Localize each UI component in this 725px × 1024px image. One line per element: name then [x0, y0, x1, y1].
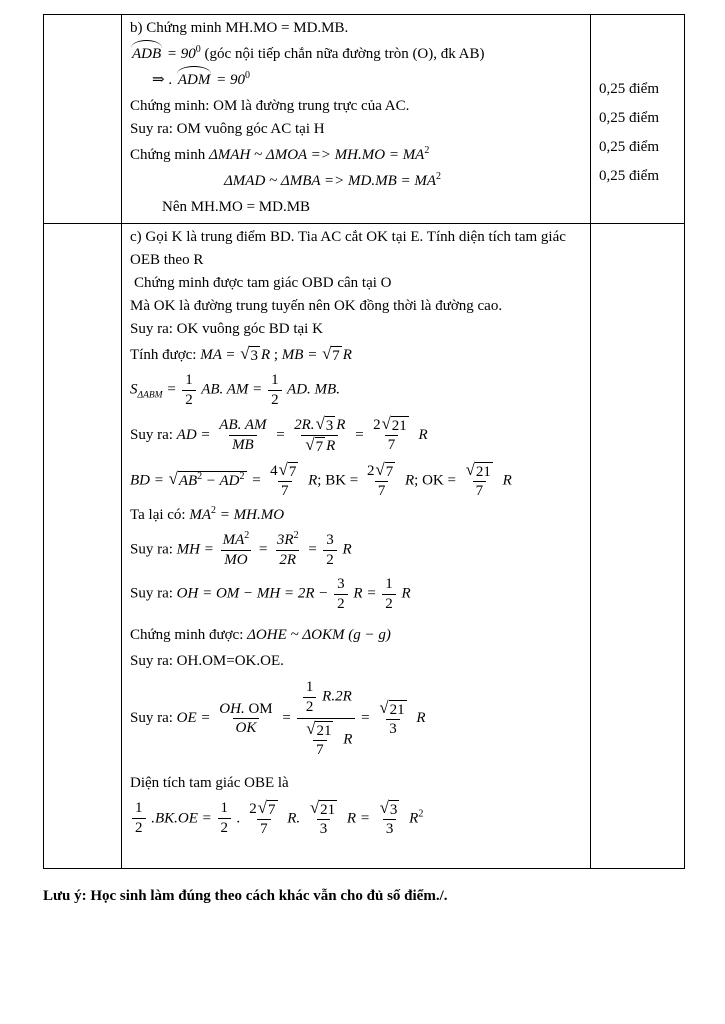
cell-points-b [591, 15, 685, 224]
text-run: Ta lại có: [130, 507, 190, 524]
numerator [216, 416, 269, 435]
text-run: 7 [475, 482, 484, 499]
text-run: ; OK = [414, 471, 460, 488]
fraction [246, 799, 281, 839]
radical-sign: √ [379, 698, 389, 717]
line-c-ma-mb [130, 344, 584, 367]
fraction [216, 700, 275, 739]
fraction [306, 799, 341, 839]
line-b-title: b) Chứng minh MH.MO = MD.MB. [130, 20, 349, 36]
denominator [385, 435, 399, 455]
math-run: R [397, 585, 411, 602]
sqrt-radical [376, 461, 396, 481]
text-run: 3 [385, 820, 394, 837]
line-c-oh-om: Suy ra: OH.OM=OK.OE. [130, 653, 284, 670]
cell-answer-b [122, 15, 591, 224]
line-c-area-result [130, 798, 584, 840]
numerator [364, 461, 399, 481]
math-run: R [336, 416, 346, 433]
radicand [288, 462, 299, 481]
numerator [246, 799, 281, 819]
text-run: 2 [385, 595, 393, 612]
sqrt-radical [379, 699, 406, 719]
text-run: 7 [288, 463, 297, 480]
radical-sign: √ [278, 459, 288, 479]
denominator [317, 819, 331, 839]
radical-sign: √ [375, 459, 385, 479]
math-run: R [405, 809, 419, 826]
cell-answer-c [122, 224, 591, 869]
fraction [382, 575, 396, 614]
radicand [325, 416, 336, 435]
superscript: 2 [244, 530, 250, 542]
superscript: 2 [436, 171, 442, 182]
fraction [302, 720, 337, 760]
line-c-ad-value [130, 414, 584, 457]
text-run: Suy ra: [130, 426, 177, 443]
line-b-angle-adm [130, 69, 584, 92]
text-run: 7 [281, 482, 289, 499]
text-run: 3 [326, 532, 334, 549]
text-run: 7 [332, 348, 340, 364]
text-run: Chứng minh [130, 147, 209, 163]
math-run: = [247, 471, 266, 488]
math-run: R = [343, 809, 374, 826]
math-run: MB [232, 436, 254, 453]
line-c-oe-value [130, 676, 584, 761]
fraction [216, 416, 269, 455]
line-c-area-formula [130, 370, 584, 411]
math-run: = 90 [212, 72, 245, 88]
numerator [306, 799, 341, 819]
fraction [218, 799, 232, 838]
text-run: 21 [316, 722, 332, 739]
radical-sign: √ [309, 797, 320, 817]
fraction [323, 531, 337, 570]
numerator [382, 575, 396, 594]
math-run: R [412, 710, 426, 727]
denominator [268, 390, 282, 410]
line-c-title: c) Gọi K là trung điểm BD. Tia AC cắt OK tại E. Tính diện tích tam giác OEB theo R [130, 229, 566, 268]
line-b-om-perp-ac: Suy ra: OM vuông góc AC tại H [130, 121, 325, 137]
sqrt-radical [310, 799, 337, 819]
numerator [182, 371, 196, 390]
sqrt-radical [466, 461, 493, 481]
fraction [303, 678, 317, 717]
sqrt-radical [316, 415, 336, 435]
superscript: 0 [244, 70, 250, 81]
math-run: . [233, 809, 245, 826]
numerator [132, 799, 146, 818]
math-run: OH = OM − MH = 2R − [176, 585, 333, 602]
text-run: 21 [320, 801, 336, 818]
denominator [386, 719, 400, 739]
text-run: Suy ra: [130, 541, 177, 558]
radicand [475, 462, 493, 481]
math-run: MA = [200, 347, 240, 363]
math-run: = 90 [163, 46, 196, 62]
radical-sign: √ [257, 797, 268, 817]
line-b-similar-1 [130, 144, 584, 167]
fraction [370, 415, 413, 455]
math-run: AB. AM = [197, 381, 267, 398]
text-run: 1 [305, 679, 314, 696]
text-run: 3 [389, 801, 398, 818]
math-run: OK [235, 720, 257, 737]
line-c-mh-value [130, 530, 584, 571]
radical-sign: √ [305, 434, 315, 454]
sqrt-radical [258, 799, 278, 819]
math-run: = [271, 426, 290, 443]
numerator [220, 531, 253, 550]
line-b-similar-2 [130, 170, 584, 193]
points-badge-3: 0,25 điểm [599, 139, 659, 156]
fraction [291, 415, 348, 456]
fraction [297, 677, 355, 760]
math-run: − AD [202, 472, 240, 489]
text-run: ; BK = [317, 471, 363, 488]
text-run: 2 [271, 391, 279, 408]
denominator [233, 718, 260, 738]
text-run: 7 [377, 482, 386, 499]
overarc-angle: ADB [130, 43, 163, 66]
math-run: R [304, 471, 318, 488]
math-run: = [303, 541, 322, 558]
text-run: 7 [385, 463, 394, 480]
line-c-bd-bk-ok [130, 460, 584, 502]
text-run: 2 [249, 800, 257, 817]
row-part-c [44, 224, 685, 869]
text-run: Suy ra: [130, 710, 177, 727]
fraction [182, 371, 196, 410]
math-run: R [498, 471, 512, 488]
text-run: 1 [220, 800, 229, 817]
math-run: 3R [276, 532, 294, 549]
numerator [267, 461, 302, 481]
math-run: MA [189, 507, 212, 524]
radicand [319, 800, 337, 819]
math-run: AD. MB. [283, 381, 340, 398]
math-run: AB. AM [219, 416, 267, 433]
text-run: ⇒ . [152, 72, 176, 88]
radicand [385, 462, 396, 481]
radical-sign: √ [465, 459, 475, 479]
radicand [389, 800, 400, 819]
radical-sign: √ [315, 413, 325, 433]
row-part-b [44, 15, 685, 224]
denominator [229, 435, 257, 455]
radicand [178, 471, 247, 490]
radicand [391, 416, 409, 435]
math-run: AD = [176, 426, 215, 443]
superscript: 2 [424, 145, 430, 156]
denominator [313, 740, 327, 760]
radicand [315, 437, 326, 456]
text-run: 7 [387, 437, 396, 454]
points-badge-1: 0,25 điểm [599, 81, 659, 98]
radicand [389, 700, 407, 719]
denominator [257, 819, 271, 839]
text-run: 21 [391, 418, 407, 435]
math-run: ΔMAD ~ ΔMBA => MD.MB = MA [224, 173, 437, 189]
text-run: 2 [185, 391, 193, 408]
sqrt-radical [322, 345, 342, 365]
math-run: OH. [219, 700, 245, 717]
subscript: ΔABM [137, 390, 163, 401]
math-run: R [401, 471, 415, 488]
numerator [268, 371, 282, 390]
math-run: 2R [279, 552, 297, 568]
math-run: R [260, 347, 271, 363]
denominator [221, 550, 250, 570]
text-run: 21 [475, 463, 491, 480]
denominator [303, 697, 317, 717]
numerator [375, 699, 410, 719]
math-run: R. [283, 809, 304, 826]
denominator [182, 390, 196, 410]
math-run: .BK.OE = [147, 809, 216, 826]
fraction [364, 461, 399, 501]
denominator [301, 435, 338, 456]
numerator [216, 700, 275, 719]
cell-question-number-c [44, 224, 122, 869]
radical-sign: √ [306, 718, 316, 738]
text-run: 2 [220, 819, 229, 836]
radicand [331, 346, 342, 365]
numerator [370, 415, 413, 435]
text-run: Tính được: [130, 347, 201, 363]
sqrt-radical [306, 720, 333, 740]
answer-key-table [43, 14, 685, 869]
text-run: OM [244, 700, 273, 717]
math-run: MH = [176, 541, 218, 558]
math-run: R.2R [318, 688, 352, 705]
text-run: 3 [389, 721, 397, 737]
math-run: R [342, 347, 352, 363]
numerator [462, 461, 497, 481]
math-run: BD = [130, 471, 168, 488]
denominator [473, 481, 487, 501]
denominator [278, 481, 292, 501]
fraction [462, 461, 497, 501]
cell-points-c [591, 224, 685, 869]
text-run: 7 [316, 741, 324, 758]
fraction [268, 371, 282, 410]
numerator [334, 575, 348, 594]
cell-question-number-b [44, 15, 122, 224]
radicand [315, 721, 333, 740]
sqrt-radical [380, 799, 400, 819]
math-run: R [414, 426, 428, 443]
numerator [218, 799, 232, 818]
math-run: R = [349, 585, 381, 602]
math-run: MB = [281, 347, 322, 363]
text-run: 1 [271, 372, 279, 388]
text-run: 2 [305, 699, 314, 715]
denominator [323, 550, 337, 570]
fraction [375, 699, 410, 739]
superscript: 2 [197, 470, 203, 482]
text-run: 2 [373, 417, 381, 434]
text-run: 3 [325, 417, 334, 434]
line-c-median: Mà OK là đường trung tuyến nên OK đồng thời là đường cao. [130, 298, 503, 314]
line-c-isosceles: Chứng minh được tam giác OBD cân tại O [134, 275, 392, 291]
text-run: 1 [135, 800, 143, 817]
numerator [376, 799, 404, 819]
line-b-angle-adb [130, 43, 584, 66]
numerator [291, 415, 348, 435]
points-list [599, 17, 678, 191]
radical-sign: √ [168, 468, 178, 488]
math-run: 2R. [294, 416, 315, 433]
math-run: R [338, 541, 352, 558]
line-c-area-label: Diện tích tam giác OBE là [130, 774, 289, 791]
text-run: 1 [385, 575, 393, 592]
text-run: = [357, 710, 374, 727]
denominator [383, 819, 397, 839]
radicand [267, 800, 278, 819]
math-run: OE = [176, 710, 215, 727]
text-run: 7 [268, 801, 276, 818]
math-run: R [326, 437, 336, 454]
points-badge-4: 0,25 điểm [599, 168, 659, 185]
fraction [274, 531, 302, 570]
denominator [382, 594, 396, 614]
superscript: 2 [293, 530, 299, 542]
denominator [334, 594, 348, 614]
math-run: S [130, 381, 138, 398]
line-b-conclusion: Nên MH.MO = MD.MB [162, 199, 311, 215]
text-run: 2 [337, 595, 345, 612]
sqrt-radical [382, 415, 409, 435]
numerator [303, 678, 317, 697]
math-run: MA [222, 532, 245, 549]
denominator [132, 818, 146, 838]
text-run: (góc nội tiếp chắn nữa đường tròn (O), đk AB) [200, 46, 485, 62]
text-run: Suy ra: [130, 585, 177, 602]
text-run: 3 [337, 575, 345, 592]
denominator [276, 550, 299, 570]
superscript: 2 [211, 505, 217, 517]
line-c-ma-squared [130, 504, 584, 527]
math-run: = [254, 541, 272, 558]
text-run: 2 [326, 552, 334, 568]
superscript: 0 [195, 44, 201, 55]
superscript: 2 [418, 807, 424, 819]
line-b-perp-bisector: Chứng minh: OM là đường trung trực của AC. [130, 98, 410, 114]
text-run: 2 [135, 819, 143, 836]
line-c-ok-perp-bd: Suy ra: OK vuông góc BD tại K [130, 321, 323, 337]
math-run: = [350, 426, 369, 443]
radical-sign: √ [379, 797, 389, 817]
math-run: R [339, 731, 353, 748]
fraction [376, 799, 404, 839]
text-run: ; [270, 347, 282, 363]
math-run: MO [224, 552, 248, 568]
text-run: 7 [315, 438, 324, 455]
text-run: 3 [250, 348, 258, 364]
fraction [334, 575, 348, 614]
numerator [302, 720, 337, 740]
math-run: ΔOHE ~ ΔOKM (g − g) [247, 627, 391, 644]
sqrt-radical [279, 461, 299, 481]
math-run: = MH.MO [216, 507, 285, 524]
numerator [323, 531, 337, 550]
text-run: Chứng minh được: [130, 627, 248, 644]
math-run: = [277, 710, 296, 727]
radical-sign: √ [381, 414, 391, 434]
footer-note: Lưu ý: Học sinh làm đúng theo cách khác vẫn cho đủ số điểm./. [43, 888, 448, 905]
math-run: ΔMAH ~ ΔMOA => MH.MO = MA [208, 147, 425, 163]
fraction [220, 531, 253, 570]
text-run: 7 [260, 820, 268, 837]
numerator [274, 531, 302, 550]
math-run: = [162, 381, 181, 398]
text-run: 4 [270, 462, 278, 479]
superscript: 2 [239, 470, 245, 482]
denominator [375, 481, 389, 501]
text-run: 3 [319, 820, 328, 837]
sqrt-radical [305, 436, 325, 456]
numerator [298, 677, 355, 718]
fraction [132, 799, 146, 838]
text-run: 21 [389, 702, 405, 718]
radical-sign: √ [322, 344, 332, 363]
points-badge-2: 0,25 điểm [599, 110, 659, 127]
fraction [267, 461, 302, 501]
sqrt-radical [169, 470, 247, 490]
line-c-oh-value [130, 574, 584, 615]
denominator [297, 718, 355, 761]
text-run: 2 [367, 462, 375, 479]
radicand [249, 346, 260, 365]
math-run: AB [178, 472, 198, 489]
overarc-angle: ADM [176, 69, 213, 92]
sqrt-radical [240, 345, 260, 365]
denominator [218, 818, 232, 838]
line-c-similar [130, 624, 584, 647]
radical-sign: √ [240, 344, 250, 363]
text-run: 1 [185, 372, 193, 388]
